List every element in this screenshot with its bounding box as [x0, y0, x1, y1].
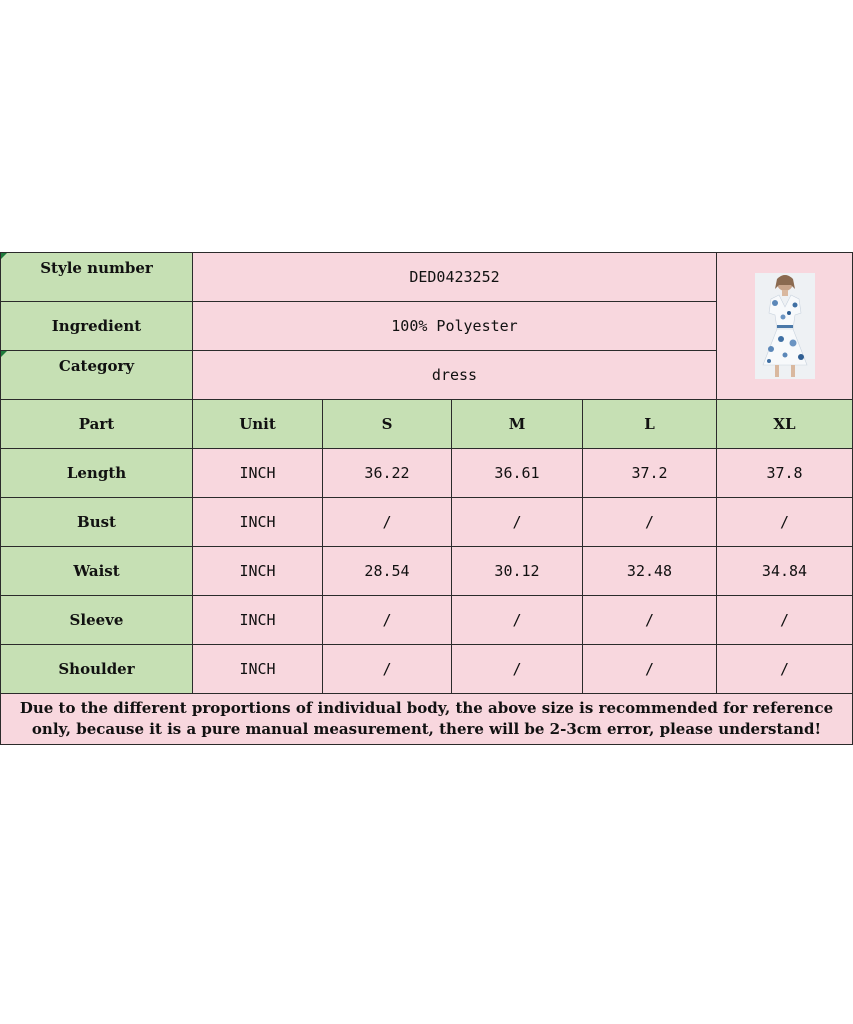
table-row — [1, 498, 853, 547]
size-value-cell: / — [323, 645, 452, 694]
part-label: Waist — [1, 547, 193, 596]
category-label: Category — [58, 357, 135, 375]
measurement-note: Due to the different proportions of individual body, the above size is recommended for reference only, because it is a pure manual measurement, there will be 2-3cm error, please understand! — [1, 694, 853, 745]
unit-cell: INCH — [193, 498, 323, 547]
table-row — [1, 645, 853, 694]
category-label-cell — [1, 351, 193, 400]
table-row — [1, 547, 853, 596]
header-size-xl: XL — [717, 400, 853, 449]
size-chart-sheet — [0, 252, 852, 745]
size-value-cell: 37.8 — [717, 449, 853, 498]
unit-cell: INCH — [193, 596, 323, 645]
size-value-cell: / — [452, 645, 583, 694]
header-size-m: M — [452, 400, 583, 449]
note-row — [1, 694, 853, 745]
style-number-row — [1, 253, 853, 302]
size-value-cell: / — [323, 596, 452, 645]
size-value-cell: / — [452, 596, 583, 645]
size-value-cell: 36.22 — [323, 449, 452, 498]
size-value-cell: / — [583, 498, 717, 547]
style-number-label: Style number — [40, 259, 153, 277]
header-part: Part — [1, 400, 193, 449]
size-value-cell: 28.54 — [323, 547, 452, 596]
size-value-cell: 32.48 — [583, 547, 717, 596]
unit-cell: INCH — [193, 547, 323, 596]
size-chart-table — [0, 252, 853, 745]
unit-cell: INCH — [193, 645, 323, 694]
size-value-cell: / — [452, 498, 583, 547]
category-value: dress — [193, 351, 717, 400]
size-value-cell: / — [717, 498, 853, 547]
table-row — [1, 449, 853, 498]
style-number-value: DED0423252 — [193, 253, 717, 302]
size-header-row — [1, 400, 853, 449]
size-value-cell: 37.2 — [583, 449, 717, 498]
size-value-cell: 34.84 — [717, 547, 853, 596]
product-image-cell — [717, 253, 853, 400]
ingredient-label: Ingredient — [1, 302, 193, 351]
table-row — [1, 596, 853, 645]
size-value-cell: / — [717, 596, 853, 645]
part-label: Bust — [1, 498, 193, 547]
ingredient-value: 100% Polyester — [193, 302, 717, 351]
comment-marker-icon — [1, 351, 7, 357]
size-value-cell: / — [583, 596, 717, 645]
size-value-cell: / — [717, 645, 853, 694]
dress-photo-icon — [755, 273, 815, 379]
header-unit: Unit — [193, 400, 323, 449]
part-label: Shoulder — [1, 645, 193, 694]
size-value-cell: 36.61 — [452, 449, 583, 498]
part-label: Length — [1, 449, 193, 498]
comment-marker-icon — [1, 253, 7, 259]
unit-cell: INCH — [193, 449, 323, 498]
size-value-cell: 30.12 — [452, 547, 583, 596]
style-number-label-cell — [1, 253, 193, 302]
size-value-cell: / — [323, 498, 452, 547]
size-value-cell: / — [583, 645, 717, 694]
part-label: Sleeve — [1, 596, 193, 645]
header-size-l: L — [583, 400, 717, 449]
header-size-s: S — [323, 400, 452, 449]
